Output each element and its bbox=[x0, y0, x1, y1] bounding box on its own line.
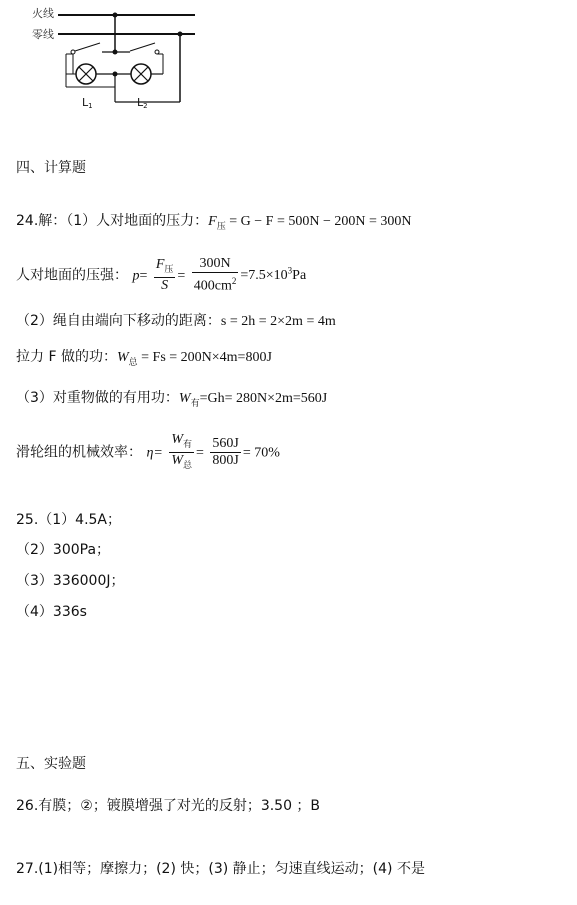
fraction-efficiency-values: $\frac{560J}{800J}$ bbox=[212, 435, 239, 468]
switch-1 bbox=[75, 43, 100, 51]
q26-line: 26.有膜；②；镀膜增强了对光的反射；3.50 ；B bbox=[16, 798, 321, 814]
q25-line-4: （4）336s bbox=[16, 604, 87, 620]
q25-line-3: （3）336000J； bbox=[16, 573, 125, 589]
q24-line-6: 滑轮组的机械效率： η= $\frac{W_有}{W_总}$ = $\frac{560J}{800J}$ = 70% bbox=[16, 432, 280, 473]
q24-line-5: （3）对重物做的有用功：$W_有=Gh= 280N\times 2m=560J$ bbox=[16, 390, 328, 409]
fraction-pressure-values: $\frac{300N}{400cm^2}$ bbox=[193, 256, 237, 294]
section-5-title: 五、实验题 bbox=[16, 756, 86, 772]
switch-2 bbox=[130, 43, 155, 51]
circuit-diagram bbox=[30, 2, 230, 112]
q24-line-3: （2）绳自由端向下移动的距离：s = 2h = 2×2m = 4m bbox=[16, 313, 336, 329]
fraction-pressure-symbolic: $\frac{F_压}{S}$ bbox=[155, 256, 174, 293]
q27-line: 27.(1)相等；摩擦力；(2) 快；(3) 静止；匀速直线运动；(4) 不是 bbox=[16, 861, 425, 877]
fraction-efficiency-symbolic: $\frac{W_有}{W_总}$ bbox=[171, 432, 192, 470]
q25-line-2: （2）300Pa； bbox=[16, 542, 111, 558]
q24-line-2: 人对地面的压强： p= $\frac{F_压}{S}$ = $\frac{300N}{400cm^2}$ $=7.5\times 10^3Pa$ bbox=[16, 256, 307, 294]
lamp-2-label: L2 bbox=[137, 96, 148, 110]
q24-line-4: 拉力 F 做的功：$W_总 = Fs = 200N\times 4m=800J$ bbox=[16, 349, 272, 368]
q25-line-1: 25.（1）4.5A； bbox=[16, 512, 122, 528]
live-wire-label: 火线 bbox=[32, 7, 54, 20]
neutral-wire-label: 零线 bbox=[32, 28, 54, 41]
q24-line-1: 24.解：（1）人对地面的压力：$F_压 = G - F = 500N - 200N = 300N$ bbox=[16, 213, 412, 232]
lamp-1-label: L1 bbox=[82, 96, 93, 110]
section-4-title: 四、计算题 bbox=[16, 160, 86, 176]
